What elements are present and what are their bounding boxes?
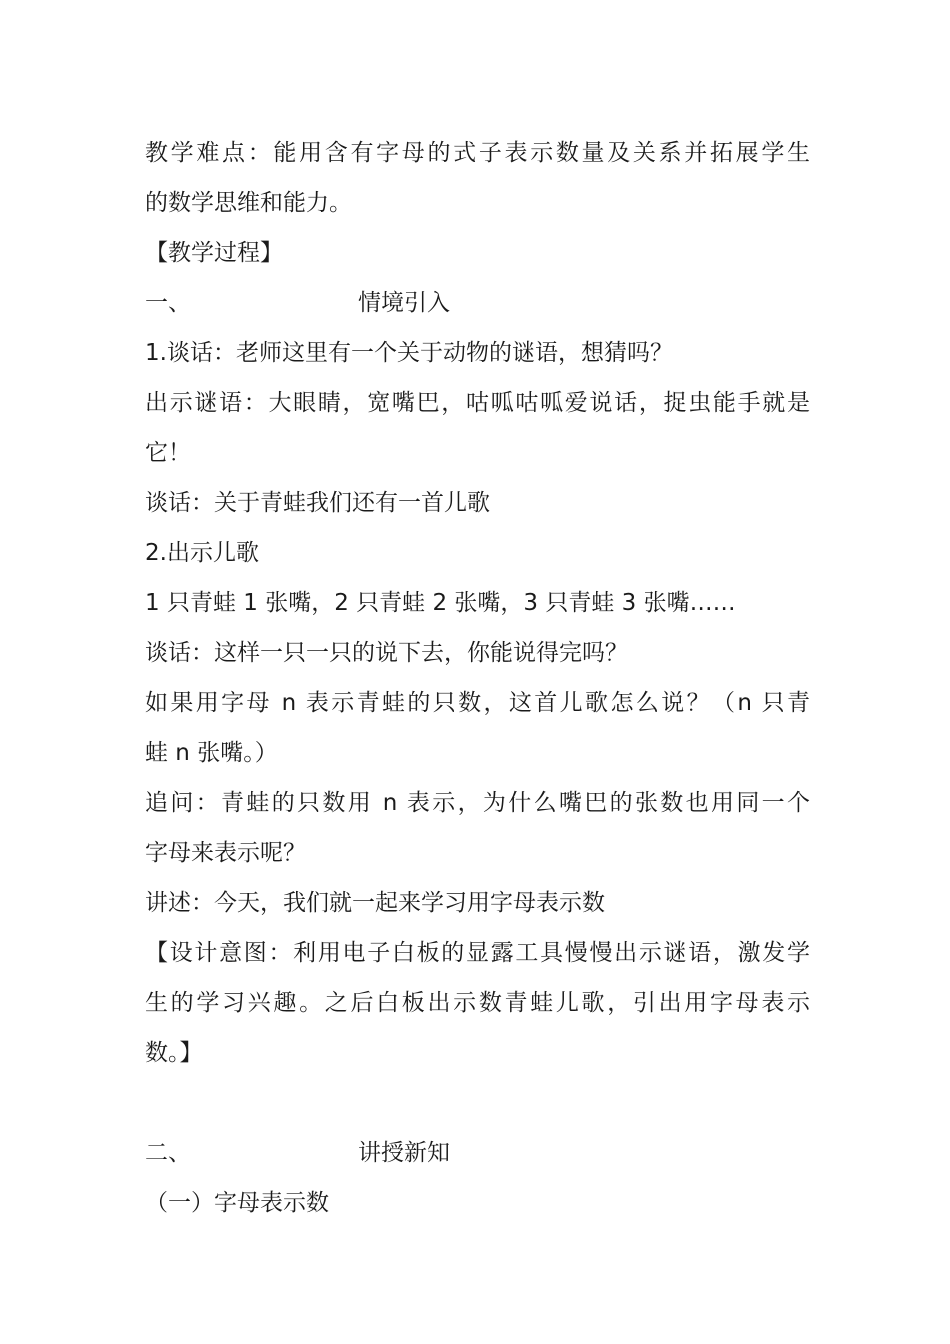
section-title-2: 讲授新知 — [358, 1140, 450, 1166]
section-number-1: 一、 — [145, 290, 191, 316]
design-intent-line-3: 数。】 — [145, 1040, 203, 1066]
design-intent-line-2: 生的学习兴趣。之后白板出示数青蛙儿歌，引出用字母表示 — [145, 990, 810, 1016]
section-heading-1 — [145, 278, 810, 328]
talk-3: 谈话：这样一只一只的说下去，你能说得完吗？ — [145, 640, 628, 666]
talk-2: 谈话：关于青蛙我们还有一首儿歌 — [145, 490, 490, 516]
followup-line-2: 字母来表示呢？ — [145, 840, 306, 866]
followup-line-1: 追问：青蛙的只数用 n 表示，为什么嘴巴的张数也用同一个 — [145, 790, 810, 816]
document-body — [145, 128, 810, 1228]
section-number-2: 二、 — [145, 1140, 191, 1166]
riddle-line-1: 出示谜语：大眼睛，宽嘴巴，咕呱咕呱爱说话，捉虫能手就是 — [145, 390, 810, 416]
song-text: 1 只青蛙 1 张嘴，2 只青蛙 2 张嘴，3 只青蛙 3 张嘴…… — [145, 590, 736, 616]
difficulty-line-1: 教学难点：能用含有字母的式子表示数量及关系并拓展学生 — [145, 140, 810, 166]
talk-1: 1.谈话：老师这里有一个关于动物的谜语，想猜吗？ — [145, 340, 673, 366]
process-title: 【教学过程】 — [145, 240, 283, 266]
question-line-2: 蛙 n 张嘴。） — [145, 740, 278, 766]
section-title-1: 情境引入 — [358, 290, 450, 316]
section-heading-2 — [145, 1128, 810, 1178]
design-intent-line-1: 【设计意图：利用电子白板的显露工具慢慢出示谜语，激发学 — [145, 940, 810, 966]
show-song: 2.出示儿歌 — [145, 540, 259, 566]
subsection-title-1: （一）字母表示数 — [145, 1190, 329, 1216]
question-line-1: 如果用字母 n 表示青蛙的只数，这首儿歌怎么说？（n 只青 — [145, 690, 810, 716]
difficulty-line-2: 的数学思维和能力。 — [145, 190, 352, 216]
narrate-text: 讲述：今天，我们就一起来学习用字母表示数 — [145, 890, 605, 916]
blank-line — [145, 1078, 810, 1128]
riddle-line-2: 它！ — [145, 440, 191, 466]
